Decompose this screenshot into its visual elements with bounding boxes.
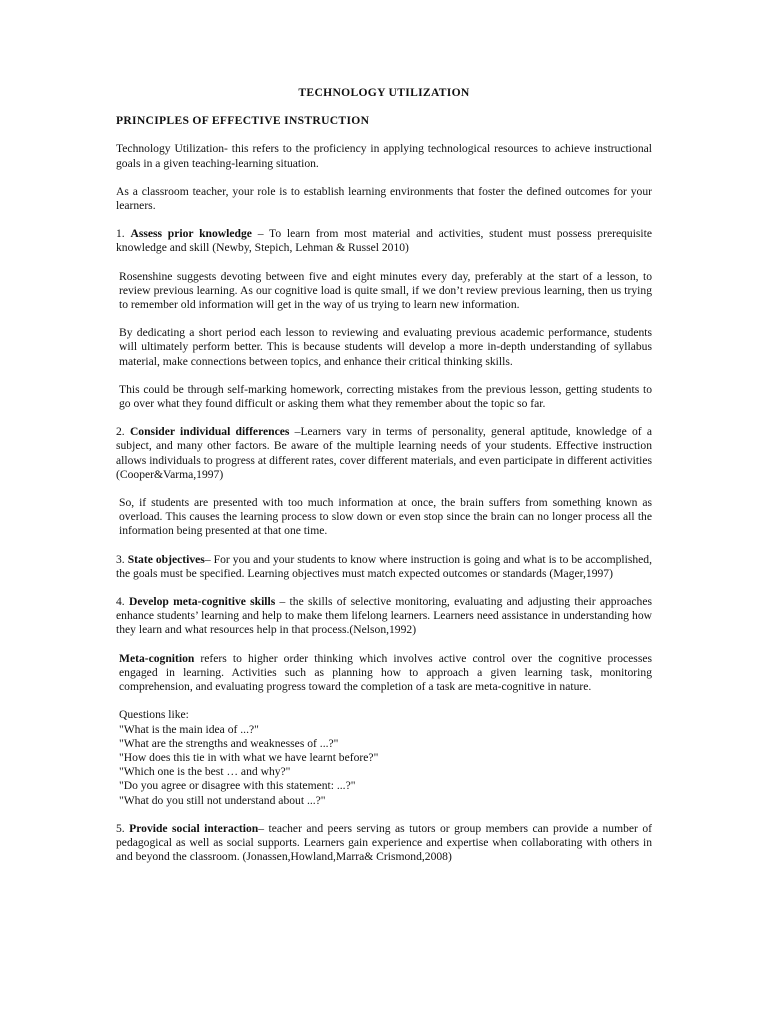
question-item: "What are the strengths and weaknesses of ...?" [119,736,339,750]
principle-5-number: 5. [116,821,130,835]
principle-2 [116,425,652,482]
intro-paragraph-2: As a classroom teacher, your role is to establish learning environments that foster the defined outcomes for your learners. [116,184,652,213]
question-item: "How does this tie in with what we have learnt before?" [119,750,379,764]
principle-3-number: 3. [116,552,128,566]
principle-2-text: –Learners vary in terms of personality, general aptitude, knowledge of a subject, and many other factors. Be aware of the multiple learning needs of your students. Effective instruction allows individuals to progress at different rates, cover different materials, and even participate in different activities (Cooper&Varma,1997) [116,425,652,481]
principle-1 [116,227,652,255]
document-subtitle: PRINCIPLES OF EFFECTIVE INSTRUCTION [116,114,370,128]
questions-list [119,708,652,807]
metacognition-text: refers to higher order thinking which involves active control over the cognitive processes engaged in learning. Activities such as planning how to approach a given learning task, monitoring comprehension, and evaluating progress toward the completion of a task are meta-cognitive in nature. [119,651,652,694]
principle-1-heading: Assess prior knowledge [130,227,252,241]
question-item: "Which one is the best … and why?" [119,765,291,779]
questions-intro: Questions like: [119,708,189,722]
principle-1-paragraph-a: Rosenshine suggests devoting between five and eight minutes every day, preferably at the start of a lesson, to review previous learning. As our cognitive load is quite small, if we don’t review previous learning, then us trying to remember old information will get in the way of us trying to learn new information. [119,269,652,312]
principle-5-text: – teacher and peers serving as tutors or group members can provide a number of pedagogical as well as social supports. Learners gain experience and expertise when collaborating with others in and beyond the classroom. (Jonassen,Howland,Marra& Crismond,2008) [116,821,652,864]
principle-3-text: – For you and your students to know where instruction is going and what is to be accomplished, the goals must be specified. Learning objectives must match expected outcomes or standards (Mager,1997) [116,552,652,580]
question-item: "Do you agree or disagree with this statement: ...?" [119,779,356,793]
metacognition-paragraph [119,652,652,695]
intro-paragraph-1: Technology Utilization- this refers to the proficiency in applying technological resources to achieve instructional goals in a given teaching-learning situation. [116,142,652,170]
document-title: TECHNOLOGY UTILIZATION [298,86,470,99]
principle-2-number: 2. [116,425,130,439]
principle-4-number: 4. [116,595,129,609]
question-item: "What is the main idea of ...?" [119,722,259,736]
principle-5-heading: Provide social interaction [129,821,259,835]
document-page [116,86,652,878]
principle-2-paragraph-a: So, if students are presented with too much information at once, the brain suffers from something known as overload. This causes the learning process to slow down or even stop since the brain can no longer process all the information being presented at that one time. [119,496,652,538]
principle-4-text: – the skills of selective monitoring, evaluating and adjusting their approaches enhance students’ learning and help to make them lifelong learners. Learners need assistance in understanding how they learn and what resources help in that process.(Nelson,1992) [116,595,652,637]
principle-1-text: – To learn from most material and activities, student must possess prerequisite knowledge and skill (Newby, Stepich, Lehman & Russel 2010) [116,227,653,255]
principle-3-heading: State objectives [127,552,205,566]
principle-1-paragraph-b: By dedicating a short period each lesson to reviewing and evaluating previous academic performance, students will ultimately perform better. This is because students will develop a more in-depth understanding of syllabus material, make connections between topics, and enhance their critical thinking skills. [119,326,652,368]
metacognition-heading: Meta-cognition [119,651,195,665]
principle-4-heading: Develop meta-cognitive skills [128,595,276,609]
principle-4 [116,595,652,638]
principle-1-number: 1. [116,227,131,241]
principle-1-paragraph-c: This could be through self-marking homework, correcting mistakes from the previous lesson, getting students to go over what they found difficult or asking them what they remember about the topic so far. [119,382,652,411]
principle-2-heading: Consider individual differences [129,425,290,439]
principle-5 [116,822,652,865]
question-item: "What do you still not understand about ...?" [119,793,326,807]
principle-3 [116,553,652,581]
